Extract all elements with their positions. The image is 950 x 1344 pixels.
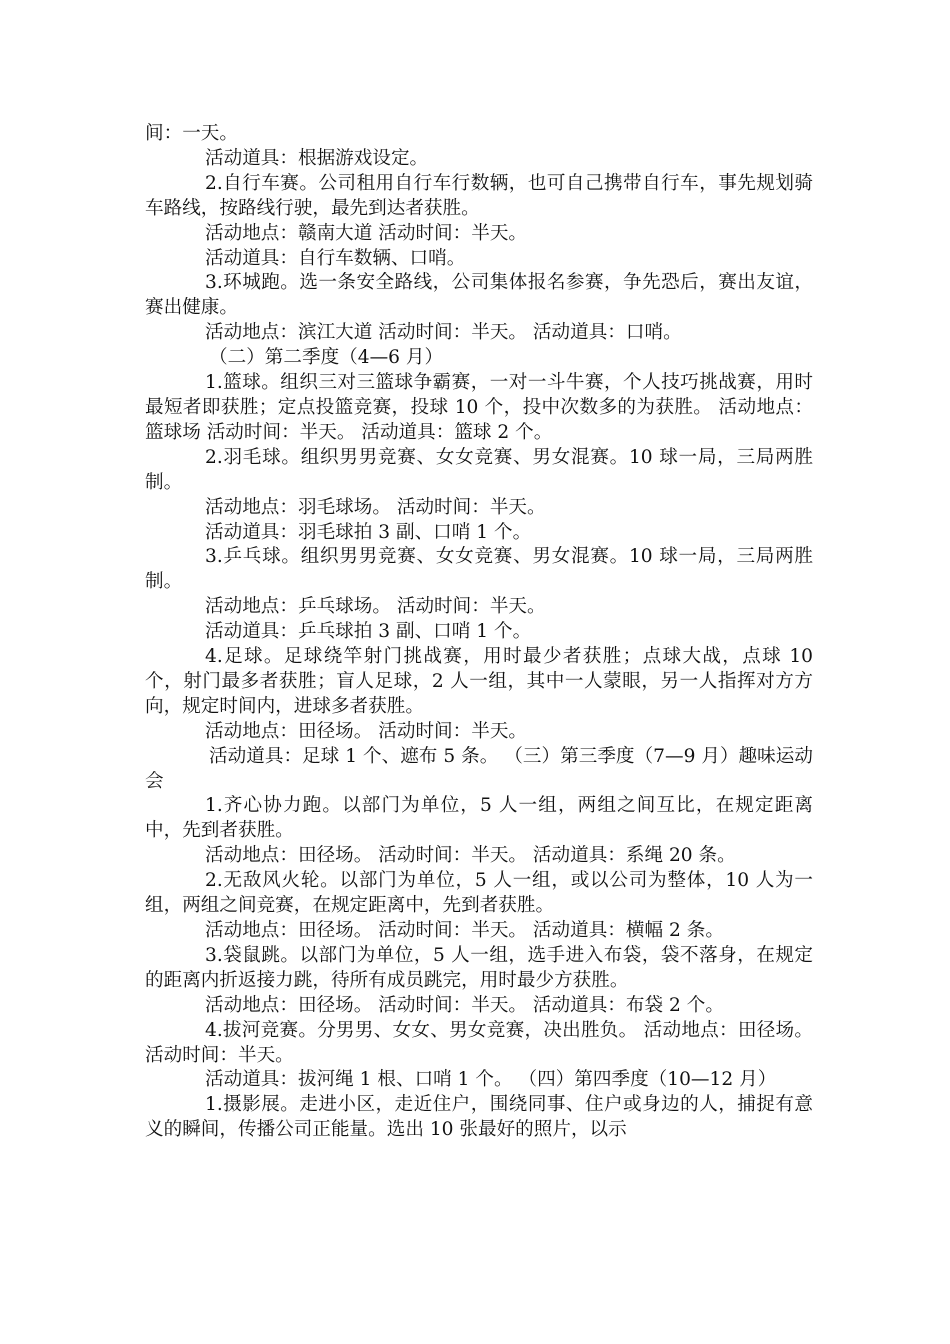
- paragraph: 1.篮球。组织三对三篮球争霸赛，一对一斗牛赛，个人技巧挑战赛，用时最短者即获胜；定点投篮竞赛，投球 10 个，投中次数多的为获胜。 活动地点：篮球场 活动时间：半天。 活动道具：篮球 2 个。: [145, 372, 813, 443]
- paragraph: 活动地点：田径场。 活动时间：半天。 活动道具：布袋 2 个。: [205, 994, 724, 1016]
- paragraph: 活动地点：羽毛球场。 活动时间：半天。: [205, 496, 546, 518]
- paragraph: 活动地点：田径场。 活动时间：半天。 活动道具：横幅 2 条。: [205, 920, 724, 941]
- paragraph: 4.拔河竞赛。分男男、女女、男女竞赛，决出胜负。 活动地点：田径场。 活动时间：半天。: [145, 1019, 813, 1066]
- paragraph: 活动地点：滨江大道 活动时间：半天。 活动道具：口哨。: [205, 322, 682, 344]
- paragraph: 活动道具：足球 1 个、遮布 5 条。 （三）第三季度（7—9 月）趣味运动会: [145, 745, 813, 792]
- paragraph: 活动道具：自行车数辆、口哨。: [205, 247, 466, 269]
- paragraph: 活动地点：田径场。 活动时间：半天。: [205, 720, 528, 742]
- paragraph: 3.乒乓球。组织男男竞赛、女女竞赛、男女混赛。10 球一局，三局两胜制。: [145, 546, 813, 593]
- document-body: [145, 122, 813, 1143]
- paragraph: 2.自行车赛。公司租用自行车行数辆，也可自己携带自行车，事先规划骑车路线，按路线行驶，最先到达者获胜。: [145, 172, 813, 219]
- paragraph: 4.足球。足球绕竿射门挑战赛，用时最少者获胜；点球大战，点球 10 个，射门最多者获胜；盲人足球，2 人一组，其中一人蒙眼，另一人指挥对方方向，规定时间内，进球多者获胜。: [145, 646, 813, 717]
- paragraph: 2.羽毛球。组织男男竞赛、女女竞赛、男女混赛。10 球一局，三局两胜制。: [145, 446, 813, 493]
- paragraph: 活动道具：根据游戏设定。: [205, 147, 429, 169]
- paragraph: 1.摄影展。走进小区，走近住户，围绕同事、住户或身边的人，捕捉有意义的瞬间，传播公司正能量。选出 10 张最好的照片，以示: [145, 1094, 813, 1141]
- paragraph: 活动道具：拔河绳 1 根、口哨 1 个。 （四）第四季度（10—12 月）: [205, 1069, 777, 1091]
- paragraph: 1.齐心协力跑。以部门为单位，5 人一组，两组之间互比，在规定距离中，先到者获胜。: [145, 795, 813, 842]
- paragraph: 2.无敌风火轮。以部门为单位，5 人一组，或以公司为整体，10 人为一组，两组之间竞赛，在规定距离中，先到者获胜。: [145, 870, 813, 917]
- paragraph: 3.袋鼠跳。以部门为单位，5 人一组，选手进入布袋，袋不落身，在规定的距离内折返接力跳，待所有成员跳完，用时最少方获胜。: [145, 944, 813, 991]
- paragraph: 间：一天。: [145, 123, 238, 144]
- paragraph: 活动地点：田径场。 活动时间：半天。 活动道具：系绳 20 条。: [205, 845, 736, 867]
- paragraph: 活动道具：乒乓球拍 3 副、口哨 1 个。: [205, 621, 532, 643]
- paragraph: 活动地点：赣南大道 活动时间：半天。: [205, 222, 528, 244]
- section-heading: （二）第二季度（4—6 月）: [209, 347, 444, 369]
- paragraph: 活动地点：乒乓球场。 活动时间：半天。: [205, 596, 546, 618]
- paragraph: 活动道具：羽毛球拍 3 副、口哨 1 个。: [205, 521, 532, 543]
- paragraph: 3.环城跑。选一条安全路线，公司集体报名参赛，争先恐后，赛出友谊，赛出健康。: [145, 272, 813, 319]
